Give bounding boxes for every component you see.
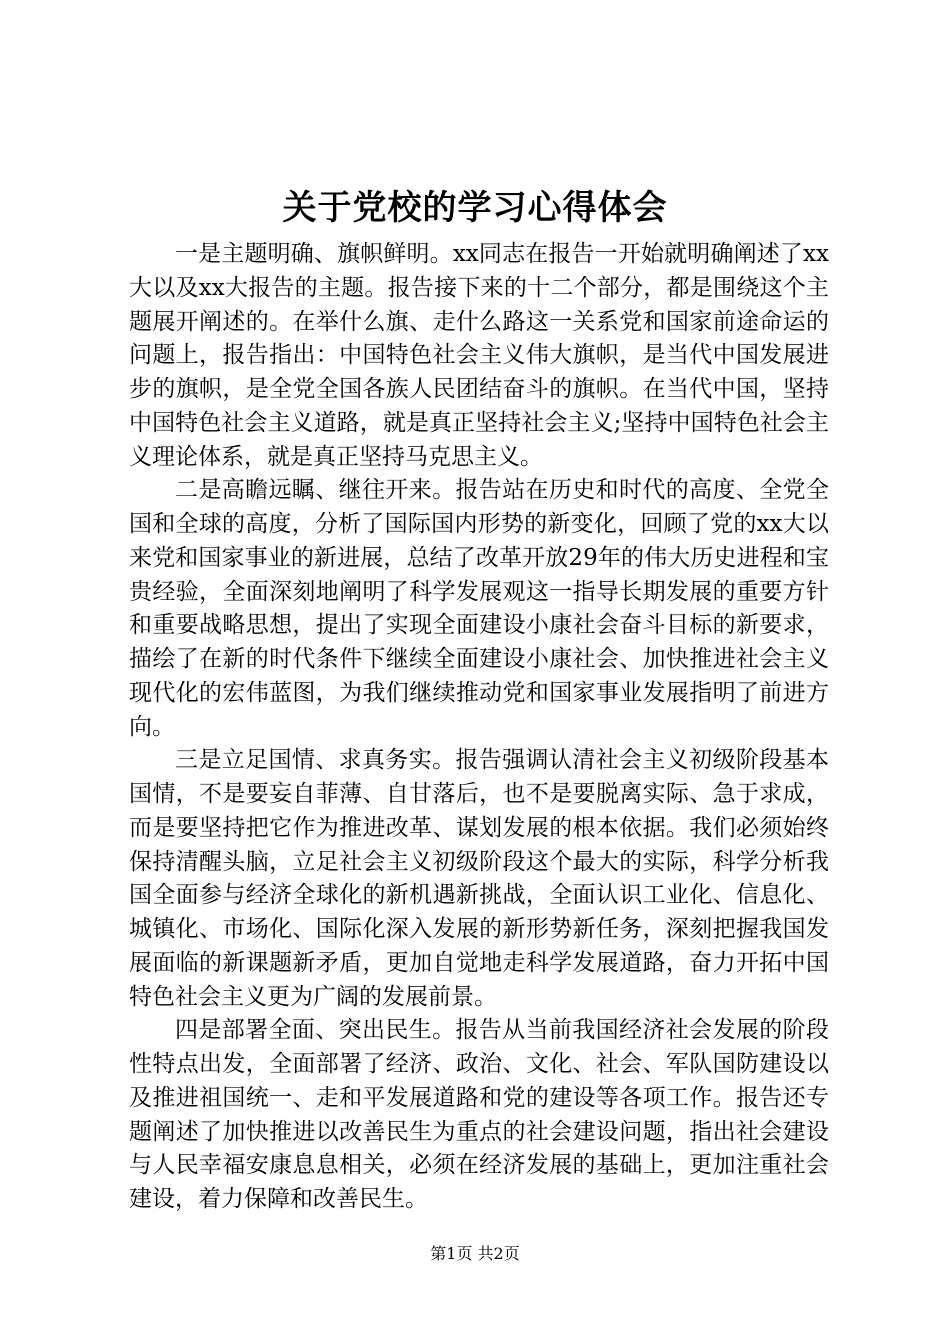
paragraph-4: 四是部署全面、突出民生。报告从当前我国经济社会发展的阶段性特点出发，全面部署了经济、政治、文化、社会、军队国防建设以及推进祖国统一、走和平发展道路和党的建设等各项工作。报告还专题阐述了加快推进以改善民生为重点的社会建设问题，指出社会建设与人民幸福安康息息相关，必须在经济发展的基础上，更加注重社会建设，着力保障和改善民生。 [129, 1017, 829, 1212]
document-title: 关于党校的学习心得体会 [282, 188, 668, 228]
paragraph-3: 三是立足国情、求真务实。报告强调认清社会主义初级阶段基本国情，不是要妄自菲薄、自甘落后，也不是要脱离实际、急于求成，而是要坚持把它作为推进改革、谋划发展的根本依据。我们必须始终保持清醒头脑，立足社会主义初级阶段这个最大的实际，科学分析我国全面参与经济全球化的新机遇新挑战，全面认识工业化、信息化、城镇化、市场化、国际化深入发展的新形势新任务，深刻把握我国发展面临的新课题新矛盾，更加自觉地走科学发展道路，奋力开拓中国特色社会主义更为广阔的发展前景。 [129, 747, 829, 1010]
page-number-footer: 第1页 共2页 [430, 1244, 520, 1263]
paragraph-1: 一是主题明确、旗帜鲜明。xx同志在报告一开始就明确阐述了xx大以及xx大报告的主题。报告接下来的十二个部分，都是围绕这个主题展开阐述的。在举什么旗、走什么路这一关系党和国家前途命运的问题上，报告指出：中国特色社会主义伟大旗帜，是当代中国发展进步的旗帜，是全党全国各族人民团结奋斗的旗帜。在当代中国，坚持中国特色社会主义道路，就是真正坚持社会主义;坚持中国特色社会主义理论体系，就是真正坚持马克思主义。 [129, 241, 829, 470]
paragraph-2: 二是高瞻远瞩、继往开来。报告站在历史和时代的高度、全党全国和全球的高度，分析了国际国内形势的新变化，回顾了党的xx大以来党和国家事业的新进展，总结了改革开放29年的伟大历史进程和宝贵经验，全面深刻地阐明了科学发展观这一指导长期发展的重要方针和重要战略思想，提出了实现全面建设小康社会奋斗目标的新要求，描绘了在新的时代条件下继续全面建设小康社会、加快推进社会主义现代化的宏伟蓝图，为我们继续推动党和国家事业发展指明了前进方向。 [129, 477, 829, 740]
document-body [129, 238, 829, 1217]
